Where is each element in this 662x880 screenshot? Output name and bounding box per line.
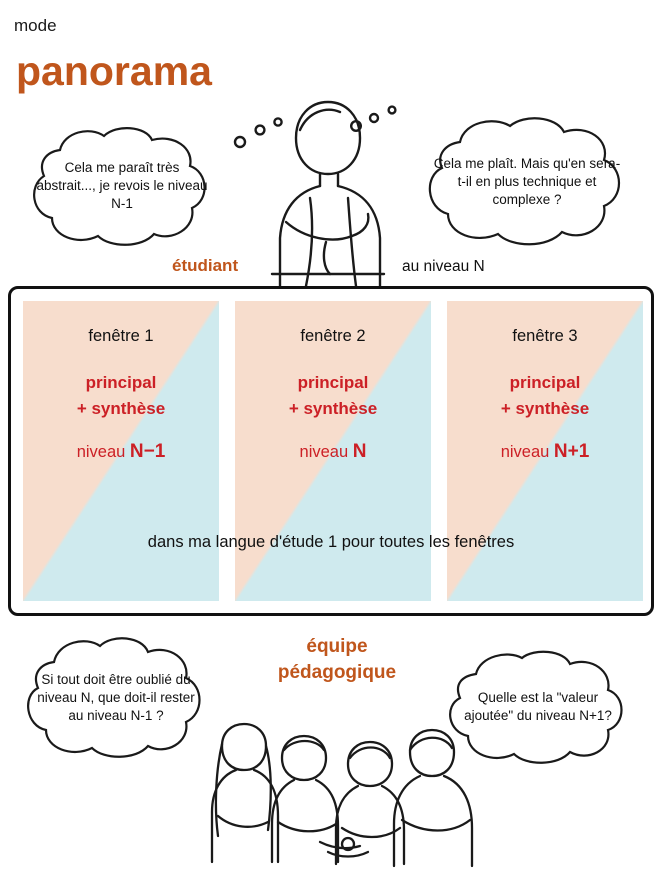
window-main-content [23, 370, 219, 421]
window-main-line2: + synthèse [500, 398, 590, 418]
window-main-content [235, 370, 431, 421]
bubble-text: Si tout doit être oublié du niveau N, que doit-il rester au niveau N-1 ? [37, 671, 195, 724]
window-main-line2: + synthèse [76, 398, 166, 418]
window-title: fenêtre 1 [88, 327, 154, 345]
role-label-team-line2: pédagogique [277, 661, 397, 683]
window-main-line1: principal [85, 373, 157, 392]
window-main-line2: + synthèse [288, 398, 378, 418]
window-main-content [447, 370, 643, 421]
student-level-label: au niveau N [402, 258, 485, 275]
role-label-team [262, 634, 412, 685]
bubble-text: Cela me plaît. Mais qu'en sera-t-il en plus technique et complexe ? [433, 155, 621, 208]
window-card-2 [235, 301, 431, 601]
window-level-value: N−1 [129, 441, 166, 462]
thought-bubble-student-right [420, 114, 634, 250]
window-main-line1: principal [297, 373, 369, 392]
window-title: fenêtre 2 [300, 327, 366, 345]
window-level [235, 441, 431, 463]
window-level-value: N [352, 441, 367, 462]
role-label-student: étudiant [172, 256, 239, 275]
page-title: panorama [16, 48, 212, 94]
mode-label: mode [14, 16, 57, 35]
window-level-prefix: niveau [500, 443, 554, 461]
bubble-text: Cela me paraît très abstrait..., je revois le niveau N-1 [36, 159, 208, 212]
bubble-text: Quelle est la "valeur ajoutée" du niveau N+1? [464, 689, 612, 723]
windows-row [23, 301, 639, 601]
window-level [23, 441, 219, 463]
thought-bubble-student-left [24, 124, 220, 248]
window-level-prefix: niveau [299, 443, 353, 461]
window-level-value: N+1 [553, 441, 590, 462]
role-label-team-line1: équipe [306, 636, 368, 657]
window-title: fenêtre 3 [512, 327, 578, 345]
team-line-drawing-icon [170, 716, 500, 876]
window-card-1 [23, 301, 219, 601]
window-level [447, 441, 643, 463]
window-level-prefix: niveau [76, 443, 130, 461]
student-line-drawing-icon [226, 86, 426, 296]
panel-footer-note: dans ma langue d'étude 1 pour toutes les fenêtres [147, 533, 515, 551]
windows-panel [8, 286, 654, 616]
window-main-line1: principal [509, 373, 581, 392]
window-card-3 [447, 301, 643, 601]
